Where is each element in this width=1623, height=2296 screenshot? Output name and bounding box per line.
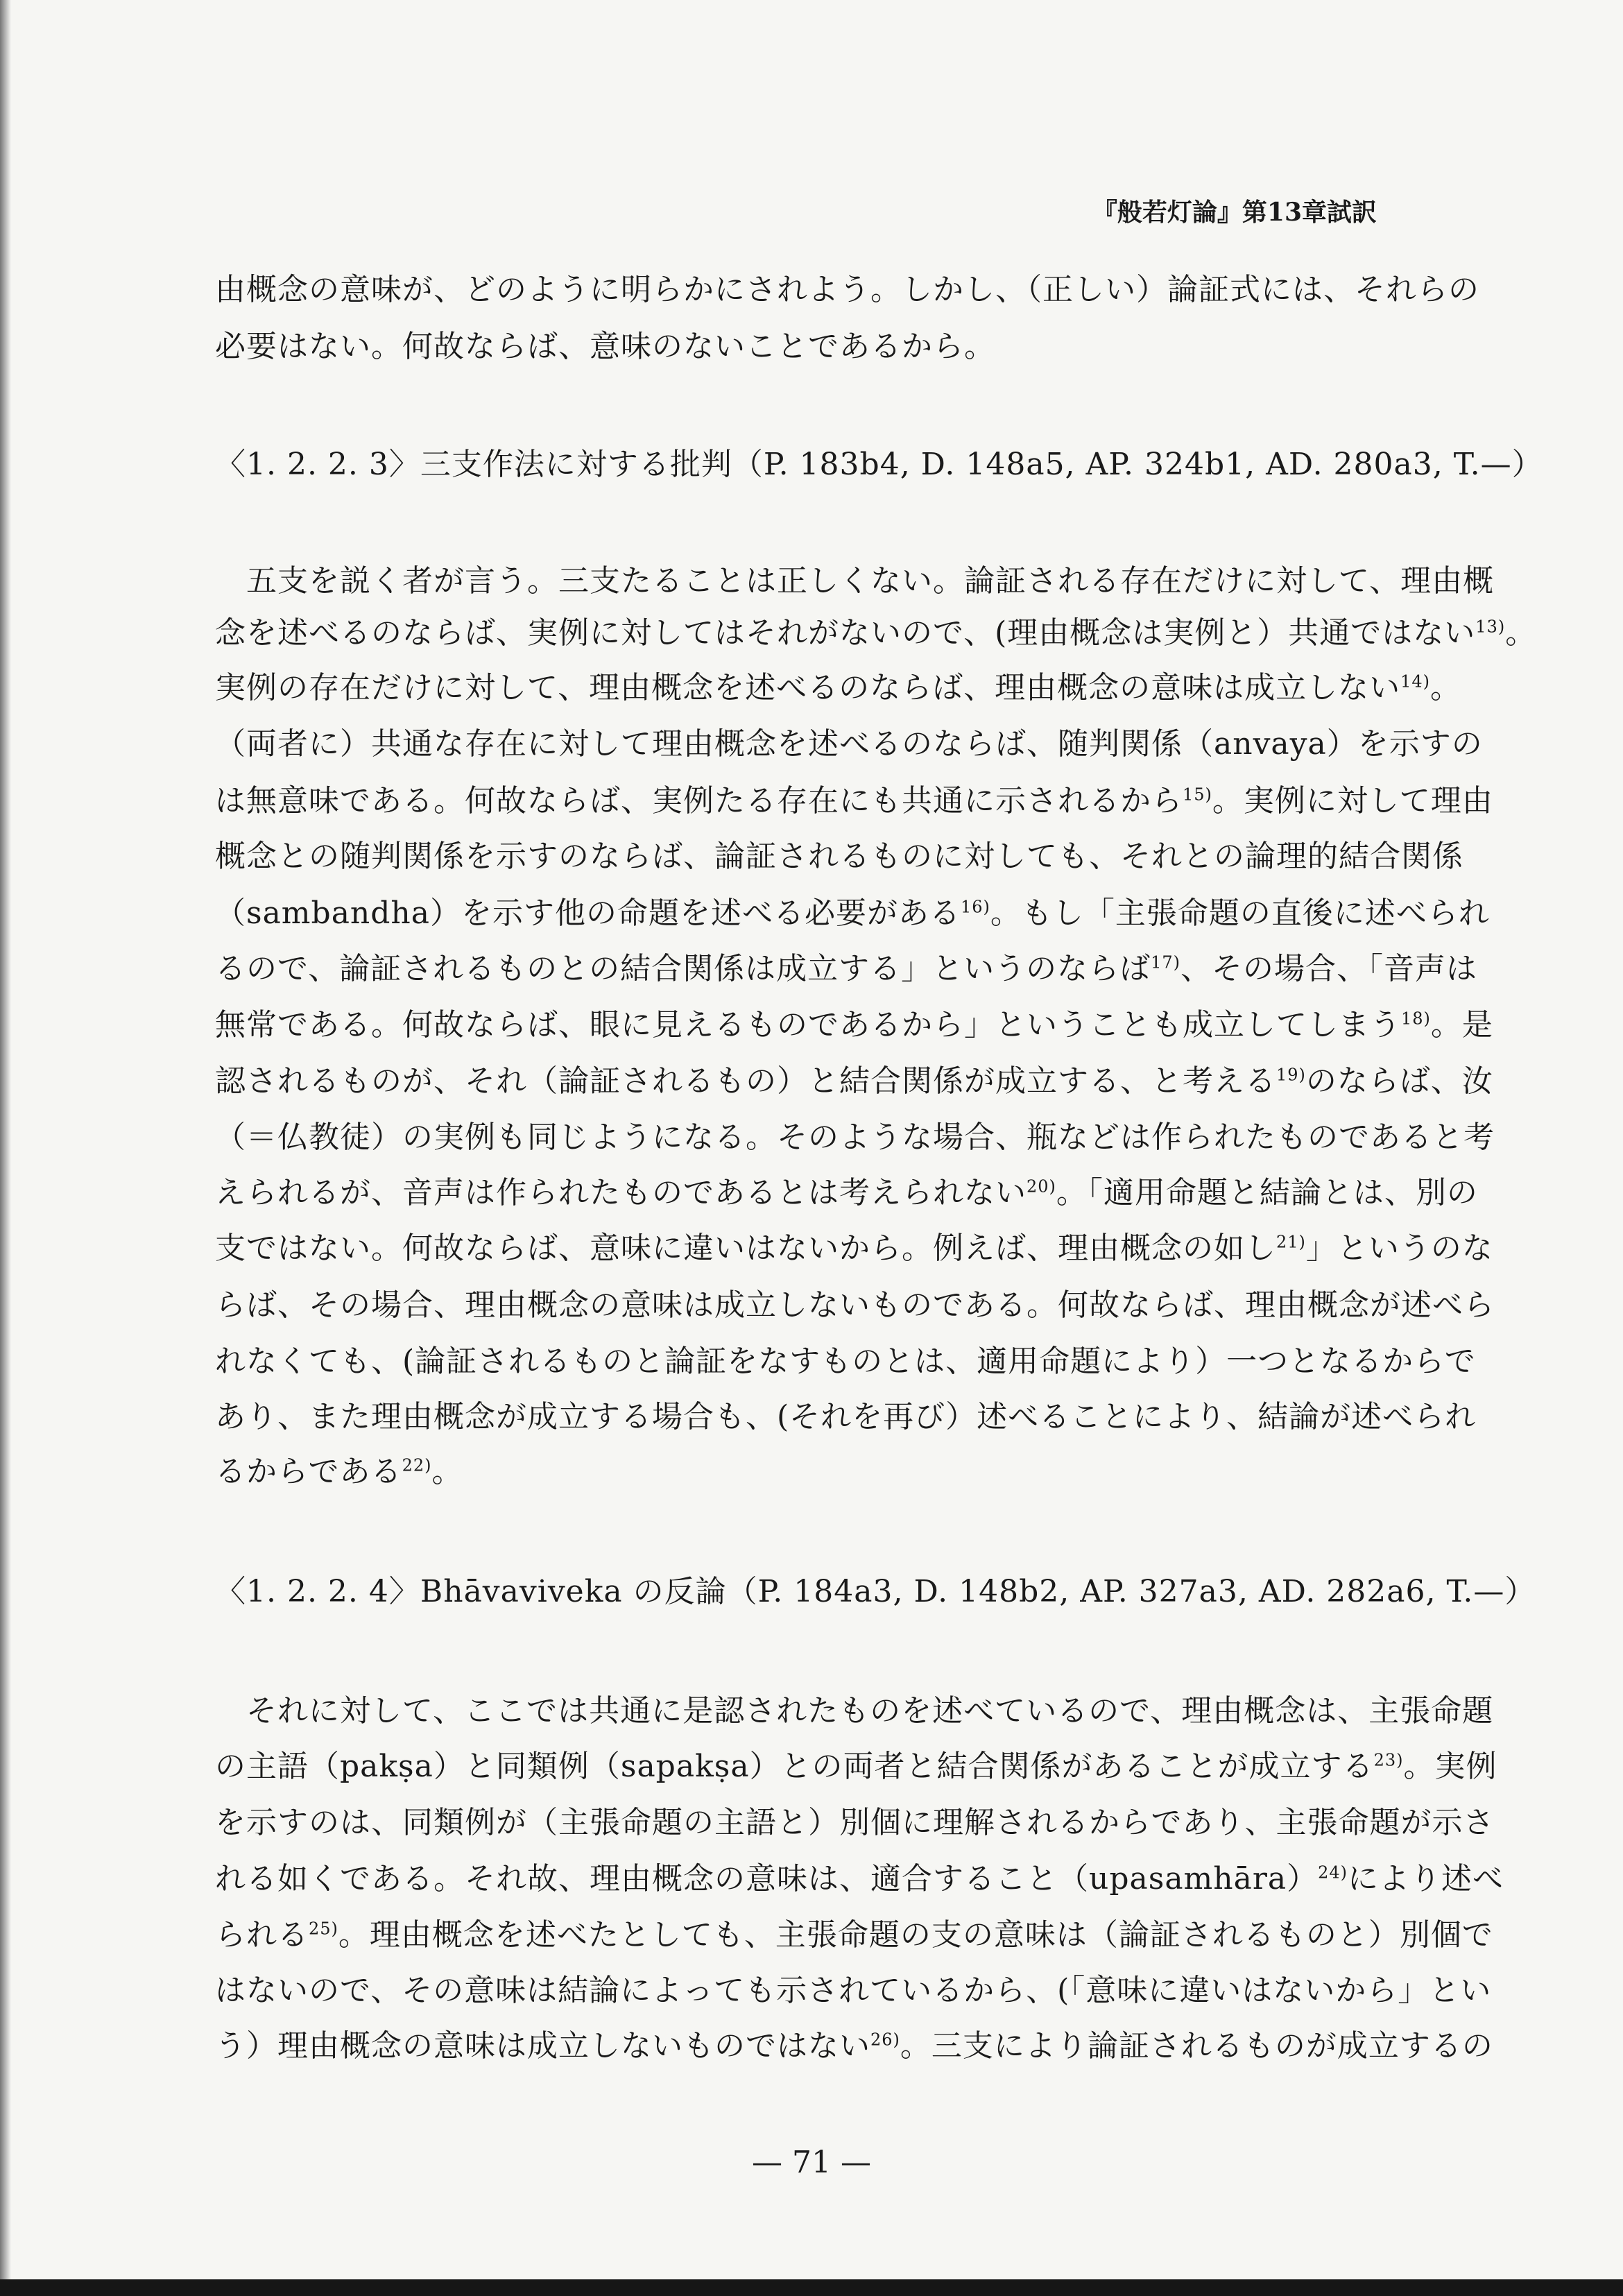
paragraph2-line-6: 概念との随判関係を示すのならば、論証されるものに対しても、それとの論理的結合関係 [215,839,1463,874]
paragraph3-line-7: う）理由概念の意味は成立しないものではない$^{26)}$。三支により論証されるものが成立するの [215,2028,1493,2064]
paragraph2-line-13: 支ではない。何故ならば、意味に違いはないから。例えば、理由概念の如し$^{21)}$」というのな [215,1231,1493,1266]
paragraph3-line-4: れる如くである。それ故、理由概念の意味は、適合すること（upasamhāra）$^{24)}$により述べ [215,1861,1504,1896]
paragraph3-line-5: られる$^{25)}$。理由概念を述べたとしても、主張命題の支の意味は（論証されるものと）別個で [215,1917,1493,1953]
paragraph3-line-1: それに対して、ここでは共通に是認されたものを述べているので、理由概念は、主張命題 [215,1693,1494,1729]
paragraph2-line-3: 実例の存在だけに対して、理由概念を述べるのならば、理由概念の意味は成立しない$^{14)}$。 [215,670,1462,705]
paragraph2-line-5: は無意味である。何故ならば、実例たる存在にも共通に示されるから$^{15)}$。実例に対して理由 [215,783,1493,819]
paragraph1-line-1: 由概念の意味が、どのように明らかにされよう。しかし、（正しい）論証式には、それらの [215,272,1479,307]
section-heading-1-2-2-3: 〈1. 2. 2. 3〉三支作法に対する批判（P. 183b4, D. 148a5, AP. 324b1, AD. 280a3, T.—） [215,447,1543,482]
scan-bottom-edge [0,2279,1623,2296]
footnote-ref-19: 19) [1276,1065,1306,1085]
footnote-ref-16: 16) [961,897,990,917]
paragraph3-line-2: の主語（pakṣa）と同類例（sapakṣa）との両者と結合関係があることが成立する$^{23)}$。実例 [215,1749,1497,1784]
footnote-ref-20: 20) [1027,1176,1056,1197]
paragraph3-line-6: はないので、その意味は結論によっても示されているから、(「意味に違いはないから」とい [215,1973,1492,2008]
footnote-ref-14: 14) [1400,671,1431,692]
paragraph2-line-7: （sambandha）を示す他の命題を述べる必要がある$^{16)}$。もし「主張命題の直後に述べられ [215,896,1490,931]
page-number: — 71 — [752,2145,871,2180]
paragraph2-line-16: あり、また理由概念が成立する場合も、(それを再び）述べることにより、結論が述べられ [215,1399,1477,1434]
paragraph2-line-14: らば、その場合、理由概念の意味は成立しないものである。何故ならば、理由概念が述べら [215,1287,1495,1323]
paragraph2-line-10: 認されるものが、それ（論証されるもの）と結合関係が成立する、と考える$^{19)}$のならば、汝 [215,1063,1493,1099]
paragraph1-line-2: 必要はない。何故ならば、意味のないことであるから。 [215,329,995,364]
paragraph2-line-11: （＝仏教徒）の実例も同じようになる。そのような場合、瓶などは作られたものであると考 [215,1120,1495,1155]
footnote-ref-17: 17) [1151,952,1181,973]
paragraph2-line-8: るので、論証されるものとの結合関係は成立する」というのならば$^{17)}$、その場合、「音声は [215,951,1478,986]
paragraph2-line-2: 念を述べるのならば、実例に対してはそれがないので、(理由概念は実例と）共通ではない$^{13)}$。 [215,615,1537,651]
footnote-ref-15: 15) [1183,785,1212,805]
footnote-ref-25: 25) [309,1919,338,1939]
footnote-ref-26: 26) [870,2030,900,2050]
scan-left-edge [0,0,11,2296]
footnote-ref-18: 18) [1401,1009,1431,1029]
section-heading-1-2-2-4: 〈1. 2. 2. 4〉Bhāvaviveka の反論（P. 184a3, D. 148b2, AP. 327a3, AD. 282a6, T.—） [215,1574,1536,1609]
footnote-ref-13: 13) [1475,617,1506,637]
paragraph2-line-1: 五支を説く者が言う。三支たることは正しくない。論証される存在だけに対して、理由概 [215,563,1495,599]
footnote-ref-23: 23) [1373,1750,1404,1770]
paragraph2-line-12: えられるが、音声は作られたものであるとは考えられない$^{20)}$。「適用命題と結論とは、別の [215,1175,1478,1210]
running-head: 『般若灯論』第13章試訳 [1092,198,1377,227]
footnote-ref-21: 21) [1276,1232,1306,1252]
paragraph2-line-17: るからである$^{22)}$。 [215,1454,463,1489]
paragraph2-line-15: れなくても、(論証されるものと論証をなすものとは、適用命題により）一つとなるからで [215,1344,1476,1379]
paragraph3-line-3: を示すのは、同類例が（主張命題の主語と）別個に理解されるからであり、主張命題が示さ [215,1805,1495,1840]
paragraph2-line-4: （両者に）共通な存在に対して理由概念を述べるのならば、随判関係（anvaya）を示すの [215,726,1483,762]
footnote-ref-24: 24) [1318,1862,1348,1883]
footnote-ref-22: 22) [402,1455,432,1475]
paragraph2-line-9: 無常である。何故ならば、眼に見えるものであるから」ということも成立してしまう$^{18)}$。是 [215,1007,1493,1043]
